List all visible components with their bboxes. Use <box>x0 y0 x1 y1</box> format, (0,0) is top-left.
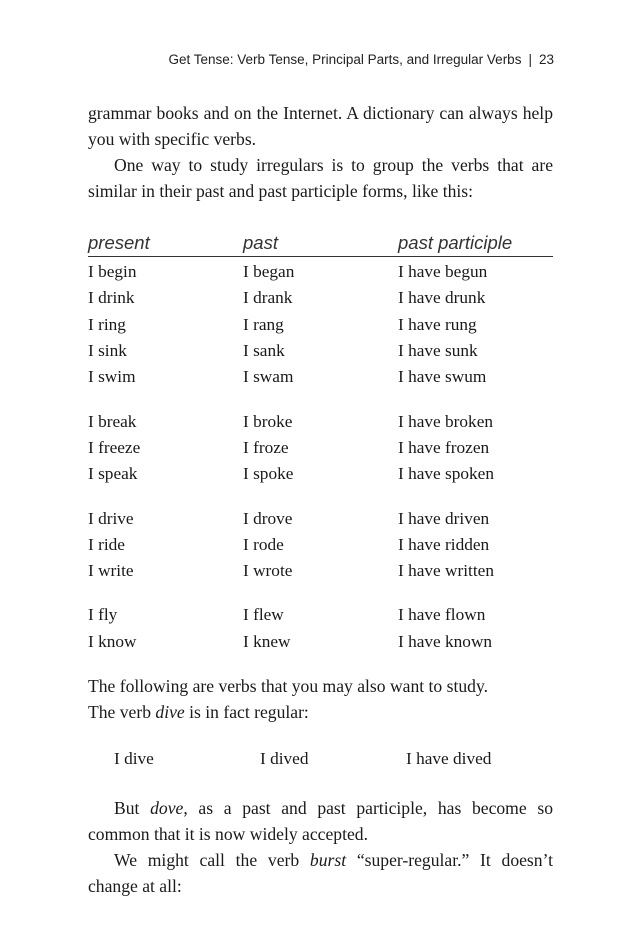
present-form: I speak <box>88 464 138 484</box>
past-participle-form: I have driven <box>398 508 490 528</box>
table-row <box>88 558 553 584</box>
table-row <box>88 629 553 655</box>
past-form: I began <box>243 262 295 282</box>
burst-word: burst <box>309 849 347 870</box>
present-form: I know <box>88 631 137 651</box>
verb-group <box>88 505 553 584</box>
present-form: I drive <box>88 508 134 528</box>
dive-word: dive <box>155 701 185 722</box>
past-participle-form: I have begun <box>398 262 488 282</box>
page-number: 23 <box>538 52 554 67</box>
past-participle-form: I have written <box>398 561 494 581</box>
table-row <box>88 312 553 338</box>
present-form: I ride <box>88 534 125 554</box>
table-row <box>88 338 553 364</box>
page-body <box>88 100 553 899</box>
past-form: I flew <box>243 605 284 625</box>
past-participle-form: I have ridden <box>398 534 490 554</box>
past-participle-form: I have spoken <box>398 464 494 484</box>
verb-group <box>88 408 553 487</box>
dove-word: dove <box>150 797 184 818</box>
dive-past-participle: I have dived <box>406 748 492 768</box>
past-participle-form: I have broken <box>398 411 494 431</box>
present-form: I sink <box>88 341 127 361</box>
table-row <box>88 259 553 285</box>
past-form: I rode <box>243 534 284 554</box>
past-form: I drank <box>243 288 293 308</box>
paragraph-dove <box>88 795 553 847</box>
running-header <box>169 52 555 67</box>
header-separator: | <box>528 52 532 67</box>
past-form: I froze <box>243 437 289 457</box>
dive-present: I dive <box>114 748 154 768</box>
past-participle-form: I have rung <box>398 314 477 334</box>
present-form: I ring <box>88 314 126 334</box>
dive-sentence-end: is in fact regular: <box>184 701 309 722</box>
burst-sentence-end: “super-regular.” It doesn’t change at all: <box>88 849 554 896</box>
table-row <box>88 435 553 461</box>
past-participle-form: I have sunk <box>398 341 478 361</box>
table-row <box>88 461 553 487</box>
dove-sentence-start: But <box>114 797 151 818</box>
present-form: I freeze <box>88 437 141 457</box>
past-form: I spoke <box>243 464 294 484</box>
past-participle-form: I have drunk <box>398 288 486 308</box>
verb-group <box>88 602 553 655</box>
past-form: I sank <box>243 341 285 361</box>
past-form: I knew <box>243 631 291 651</box>
present-form: I begin <box>88 262 137 282</box>
table-row <box>88 505 553 531</box>
paragraph-following-verbs <box>88 673 553 725</box>
running-title: Get Tense: Verb Tense, Principal Parts, and Irregular Verbs <box>168 52 522 67</box>
verb-table <box>88 230 553 655</box>
verb-table-header <box>88 230 553 257</box>
past-form: I swam <box>243 367 294 387</box>
past-form: I drove <box>243 508 293 528</box>
verb-group <box>88 259 553 390</box>
past-participle-form: I have swum <box>398 367 487 387</box>
past-form: I wrote <box>243 561 293 581</box>
table-row <box>88 364 553 390</box>
present-form: I fly <box>88 605 118 625</box>
past-participle-form: I have frozen <box>398 437 490 457</box>
present-form: I break <box>88 411 137 431</box>
past-participle-form: I have known <box>398 631 493 651</box>
burst-sentence-start: We might call the verb <box>114 849 310 870</box>
table-row <box>88 285 553 311</box>
table-row <box>88 602 553 628</box>
following-line-1: The following are verbs that you may also want to study. <box>88 675 489 696</box>
header-past: past <box>243 232 278 253</box>
header-present: present <box>88 232 150 253</box>
present-form: I swim <box>88 367 136 387</box>
paragraph-continuation: grammar books and on the Internet. A dictionary can always help you with specific verbs. <box>88 103 553 149</box>
dive-example-row <box>114 749 553 769</box>
present-form: I write <box>88 561 134 581</box>
table-row <box>88 408 553 434</box>
dive-past: I dived <box>260 748 309 768</box>
dove-sentence-end: , as a past and past participle, has become so common that it is now widely accepted. <box>88 797 553 844</box>
table-row <box>88 532 553 558</box>
paragraph-intro-grouping: One way to study irregulars is to group the verbs that are similar in their past and past participle forms, like this: <box>88 155 553 201</box>
present-form: I drink <box>88 288 135 308</box>
verb-table-body <box>88 259 553 655</box>
paragraph-burst <box>88 847 553 899</box>
dive-sentence-start: The verb <box>88 701 156 722</box>
header-past-participle: past participle <box>398 232 513 253</box>
past-form: I rang <box>243 314 284 334</box>
past-participle-form: I have flown <box>398 605 486 625</box>
past-form: I broke <box>243 411 293 431</box>
